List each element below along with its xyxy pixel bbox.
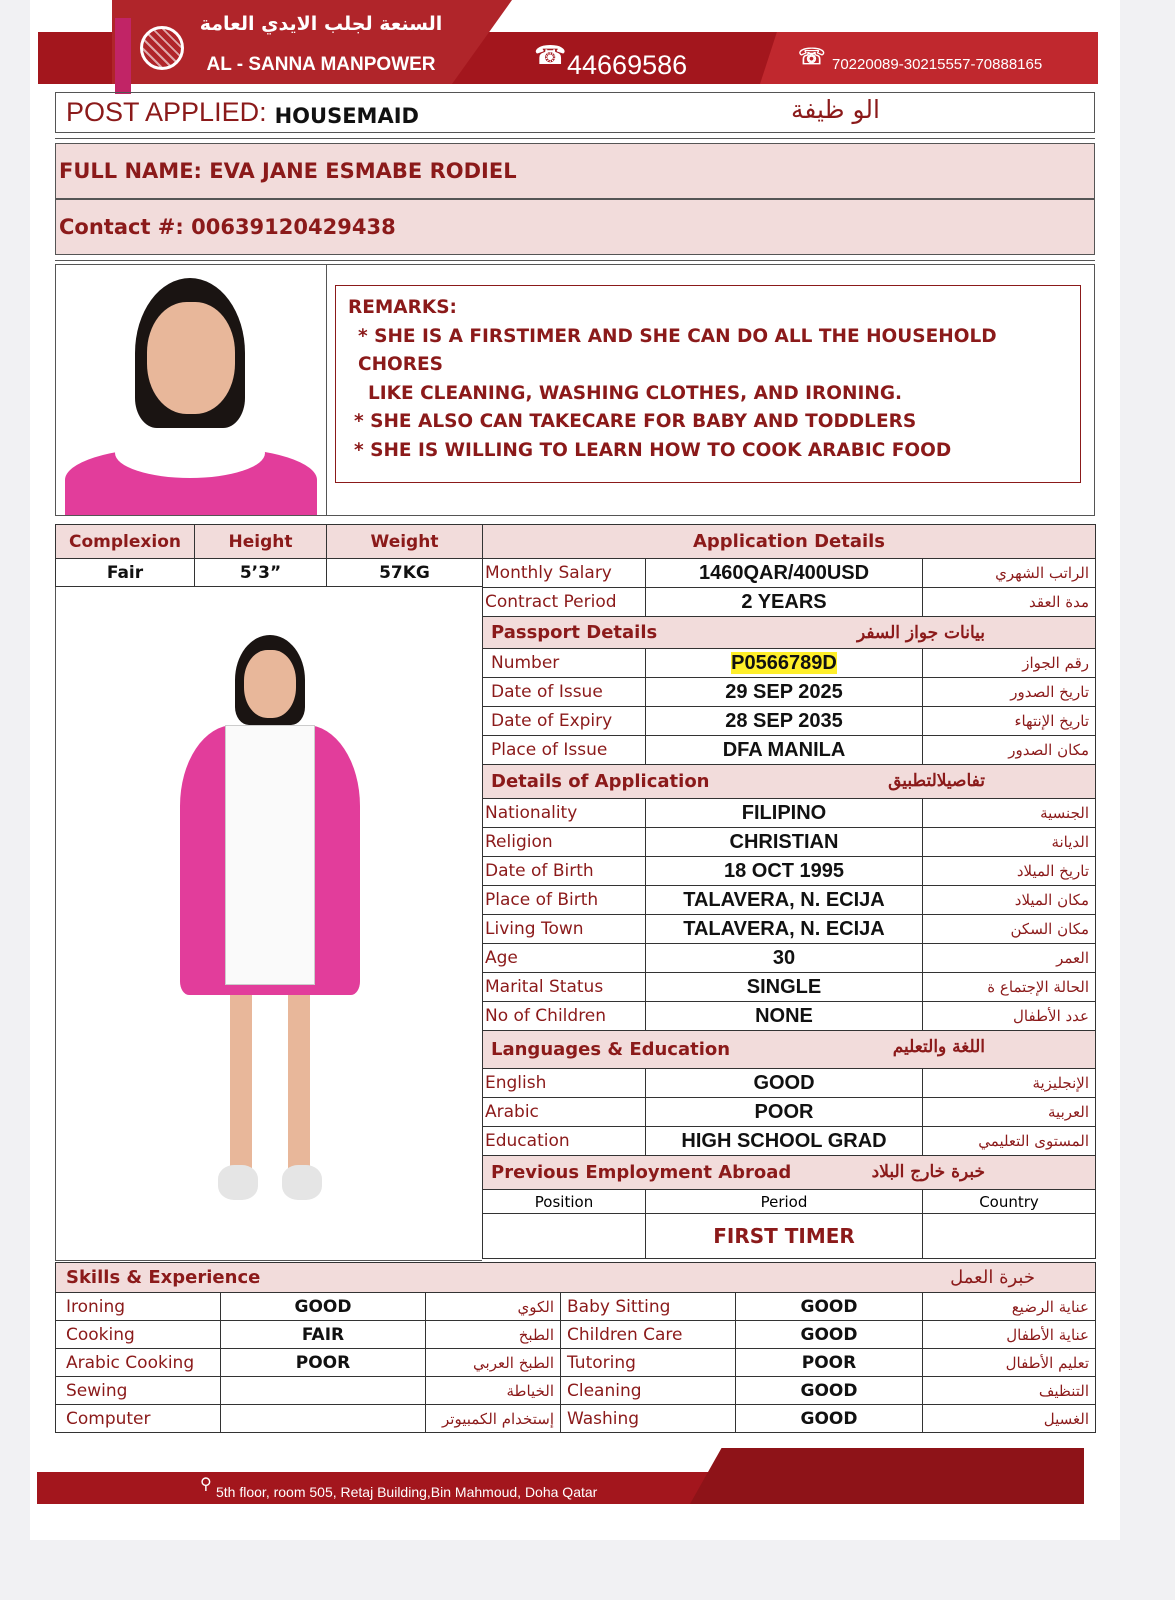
detail-value xyxy=(646,1069,923,1098)
employment-period-header: Period xyxy=(646,1190,923,1214)
detail-label: Marital Status xyxy=(483,973,646,1002)
detail-row xyxy=(483,559,1096,588)
section-header: Previous Employment Abroad xyxy=(483,1156,923,1190)
detail-row xyxy=(483,678,1096,707)
skill-arabic: الكوي xyxy=(426,1293,561,1321)
section-header-arabic: تفاصيلالتطبيق xyxy=(888,771,986,791)
detail-label: English xyxy=(483,1069,646,1098)
detail-value xyxy=(646,649,923,678)
detail-arabic: تاريخ الميلاد xyxy=(923,857,1096,886)
divider xyxy=(55,138,1095,139)
detail-arabic: الحالة الإجتماع ة xyxy=(923,973,1096,1002)
full-name-label: FULL NAME: xyxy=(59,159,202,183)
skill-level: GOOD xyxy=(221,1293,426,1321)
post-applied-row xyxy=(55,92,1095,133)
detail-label: Place of Issue xyxy=(483,736,646,765)
post-applied-value: HOUSEMAID xyxy=(274,103,419,128)
detail-value-text: DFA MANILA xyxy=(722,738,846,761)
detail-row xyxy=(483,1069,1096,1098)
detail-label: Arabic xyxy=(483,1098,646,1127)
complexion-header: Complexion xyxy=(56,525,195,559)
location-pin-icon: ⚲ xyxy=(200,1476,212,1493)
section-header-arabic: بيانات جواز السفر xyxy=(856,623,986,643)
detail-label: Nationality xyxy=(483,799,646,828)
remark-line: * SHE IS A FIRSTIMER AND SHE CAN DO ALL THE HOUSEHOLD CHORES xyxy=(358,325,997,375)
detail-row xyxy=(483,1002,1096,1031)
detail-label: Place of Birth xyxy=(483,886,646,915)
skill-arabic: الطبخ العربي xyxy=(426,1349,561,1377)
remarks-title: REMARKS: xyxy=(348,297,457,318)
detail-value-text: HIGH SCHOOL GRAD xyxy=(681,1129,887,1152)
full-body-photo xyxy=(170,635,370,1215)
skill-level: POOR xyxy=(221,1349,426,1377)
detail-value xyxy=(646,588,923,617)
section-header-arabic: اللغة والتعليم xyxy=(892,1037,986,1057)
detail-value xyxy=(646,944,923,973)
detail-arabic: الراتب الشهري xyxy=(923,559,1096,588)
detail-arabic: عدد الأطفال xyxy=(923,1002,1096,1031)
detail-value xyxy=(646,1002,923,1031)
skill-arabic: عناية الرضيع xyxy=(923,1293,1096,1321)
section-header: Passport Details xyxy=(483,617,923,649)
skill-level: FAIR xyxy=(221,1321,426,1349)
skill-row xyxy=(56,1405,1096,1433)
detail-arabic: الديانة xyxy=(923,828,1096,857)
skill-arabic: الخياطة xyxy=(426,1377,561,1405)
detail-value xyxy=(646,736,923,765)
contact-value: 00639120429438 xyxy=(191,215,396,239)
skill-level: GOOD xyxy=(736,1321,923,1349)
portrait-photo xyxy=(65,278,317,515)
detail-row xyxy=(483,915,1096,944)
skill-arabic: إستخدام الكمبيوتر xyxy=(426,1405,561,1433)
detail-label: Number xyxy=(483,649,646,678)
detail-arabic: العمر xyxy=(923,944,1096,973)
full-name-row xyxy=(55,143,1095,199)
remark-line: * SHE ALSO CAN TAKECARE FOR BABY AND TODDLERS xyxy=(354,411,917,432)
skill-label: Tutoring xyxy=(561,1349,736,1377)
employment-country-header: Country xyxy=(923,1190,1096,1214)
detail-value-text: NONE xyxy=(755,1004,813,1027)
company-name-block xyxy=(196,14,446,76)
detail-arabic: مدة العقد xyxy=(923,588,1096,617)
skills-table xyxy=(55,1262,1096,1433)
skill-label: Baby Sitting xyxy=(561,1293,736,1321)
employment-position xyxy=(483,1214,646,1259)
detail-value-text: 2 YEARS xyxy=(741,590,827,613)
mobile-icon: ☏ xyxy=(798,44,826,69)
detail-row xyxy=(483,707,1096,736)
detail-value xyxy=(646,973,923,1002)
skill-row xyxy=(56,1377,1096,1405)
section-header: Languages & Education xyxy=(483,1031,923,1069)
divider xyxy=(55,260,1095,261)
skill-arabic: الطبخ xyxy=(426,1321,561,1349)
detail-value xyxy=(646,828,923,857)
detail-arabic: العربية xyxy=(923,1098,1096,1127)
detail-row xyxy=(483,828,1096,857)
detail-arabic: تاريخ الصدور xyxy=(923,678,1096,707)
employment-position-header: Position xyxy=(483,1190,646,1214)
detail-label: Monthly Salary xyxy=(483,559,646,588)
contact-row xyxy=(55,199,1095,255)
detail-label: Education xyxy=(483,1127,646,1156)
remarks-box xyxy=(335,285,1081,483)
globe-logo-icon xyxy=(140,26,184,70)
detail-value-text: 29 SEP 2025 xyxy=(725,680,843,703)
detail-arabic: الإنجليزية xyxy=(923,1069,1096,1098)
detail-label: Living Town xyxy=(483,915,646,944)
skill-arabic: عناية الأطفال xyxy=(923,1321,1096,1349)
skill-level xyxy=(221,1377,426,1405)
skill-label: Sewing xyxy=(56,1377,221,1405)
logo-accent-bar xyxy=(115,18,131,94)
detail-value-text: GOOD xyxy=(753,1071,815,1094)
detail-value-text: 18 OCT 1995 xyxy=(723,859,845,882)
skill-arabic: تعليم الأطفال xyxy=(923,1349,1096,1377)
detail-value-text: TALAVERA, N. ECIJA xyxy=(683,888,885,911)
detail-value xyxy=(646,1127,923,1156)
detail-label: No of Children xyxy=(483,1002,646,1031)
skills-header: Skills & Experience xyxy=(56,1263,561,1293)
detail-arabic: مكان الصدور xyxy=(923,736,1096,765)
skill-level: GOOD xyxy=(736,1293,923,1321)
physical-table xyxy=(55,524,483,587)
detail-arabic: تاريخ الإنتهاء xyxy=(923,707,1096,736)
detail-value xyxy=(646,559,923,588)
skill-label: Computer xyxy=(56,1405,221,1433)
detail-value-text: 1460QAR/400USD xyxy=(698,561,870,584)
detail-row xyxy=(483,944,1096,973)
detail-value xyxy=(646,915,923,944)
skill-row xyxy=(56,1321,1096,1349)
application-details-header: Application Details xyxy=(483,525,1096,559)
detail-row xyxy=(483,857,1096,886)
detail-arabic: مكان السكن xyxy=(923,915,1096,944)
detail-value-text: TALAVERA, N. ECIJA xyxy=(683,917,885,940)
contact-label: Contact #: xyxy=(59,215,184,239)
detail-arabic: مكان الميلاد xyxy=(923,886,1096,915)
detail-value xyxy=(646,678,923,707)
detail-row xyxy=(483,886,1096,915)
detail-row xyxy=(483,1127,1096,1156)
skill-level: POOR xyxy=(736,1349,923,1377)
skill-label: Cooking xyxy=(56,1321,221,1349)
company-arabic: السنعة لجلب الايدي العامة xyxy=(199,14,443,35)
weight-header: Weight xyxy=(327,525,483,559)
detail-row xyxy=(483,799,1096,828)
company-name: AL - SANNA MANPOWER xyxy=(206,54,436,76)
detail-value xyxy=(646,799,923,828)
detail-value-text: 28 SEP 2035 xyxy=(725,709,843,732)
full-name-value: EVA JANE ESMABE RODIEL xyxy=(209,159,517,183)
remark-line: * SHE IS WILLING TO LEARN HOW TO COOK ARABIC FOOD xyxy=(354,439,952,461)
detail-arabic: الجنسية xyxy=(923,799,1096,828)
detail-label: Date of Expiry xyxy=(483,707,646,736)
detail-value-text: P0566789D xyxy=(731,651,837,674)
skill-label: Arabic Cooking xyxy=(56,1349,221,1377)
detail-value-text: CHRISTIAN xyxy=(729,830,839,853)
height-value: 5’3” xyxy=(195,559,327,587)
phone-number: 44669586 xyxy=(567,50,688,80)
employment-value: FIRST TIMER xyxy=(646,1214,923,1259)
weight-value: 57KG xyxy=(327,559,483,587)
skill-row xyxy=(56,1293,1096,1321)
detail-label: Date of Birth xyxy=(483,857,646,886)
complexion-value: Fair xyxy=(56,559,195,587)
skill-label: Children Care xyxy=(561,1321,736,1349)
skill-level xyxy=(221,1405,426,1433)
detail-label: Contract Period xyxy=(483,588,646,617)
remark-line: LIKE CLEANING, WASHING CLOTHES, AND IRONING. xyxy=(368,382,903,404)
detail-value xyxy=(646,857,923,886)
detail-label: Religion xyxy=(483,828,646,857)
section-header-arabic: خبرة خارج البلاد xyxy=(871,1162,986,1182)
mobile-numbers: 70220089-30215557-70888165 xyxy=(832,56,1043,73)
detail-row xyxy=(483,736,1096,765)
application-table xyxy=(482,524,1096,1259)
skill-level: GOOD xyxy=(736,1377,923,1405)
footer-address: 5th floor, room 505, Retaj Building,Bin Mahmoud, Doha Qatar xyxy=(216,1484,598,1500)
detail-row xyxy=(483,649,1096,678)
detail-value xyxy=(646,707,923,736)
post-applied-label: POST APPLIED: xyxy=(66,97,267,127)
height-header: Height xyxy=(195,525,327,559)
section-header: Details of Application xyxy=(483,765,923,799)
detail-value-text: 30 xyxy=(772,946,796,969)
detail-value xyxy=(646,886,923,915)
skill-level: GOOD xyxy=(736,1405,923,1433)
skill-label: Cleaning xyxy=(561,1377,736,1405)
skill-arabic: التنظيف xyxy=(923,1377,1096,1405)
detail-value xyxy=(646,1098,923,1127)
detail-value-text: POOR xyxy=(754,1100,814,1123)
detail-row xyxy=(483,1098,1096,1127)
post-applied-arabic: الو ظيفة xyxy=(791,95,880,124)
employment-country xyxy=(923,1214,1096,1259)
detail-value-text: FILIPINO xyxy=(741,801,827,824)
detail-label: Date of Issue xyxy=(483,678,646,707)
detail-arabic: المستوى التعليمي xyxy=(923,1127,1096,1156)
footer-band-accent xyxy=(690,1448,1084,1504)
detail-row xyxy=(483,973,1096,1002)
skill-row xyxy=(56,1349,1096,1377)
detail-arabic: رقم الجواز xyxy=(923,649,1096,678)
divider xyxy=(326,264,327,516)
detail-label: Age xyxy=(483,944,646,973)
skill-arabic: الغسيل xyxy=(923,1405,1096,1433)
detail-value-text: SINGLE xyxy=(746,975,822,998)
skills-header-arabic: خبرة العمل xyxy=(561,1263,1096,1293)
phone-icon: ☎ xyxy=(534,40,567,70)
skill-label: Washing xyxy=(561,1405,736,1433)
detail-row xyxy=(483,588,1096,617)
skill-label: Ironing xyxy=(56,1293,221,1321)
